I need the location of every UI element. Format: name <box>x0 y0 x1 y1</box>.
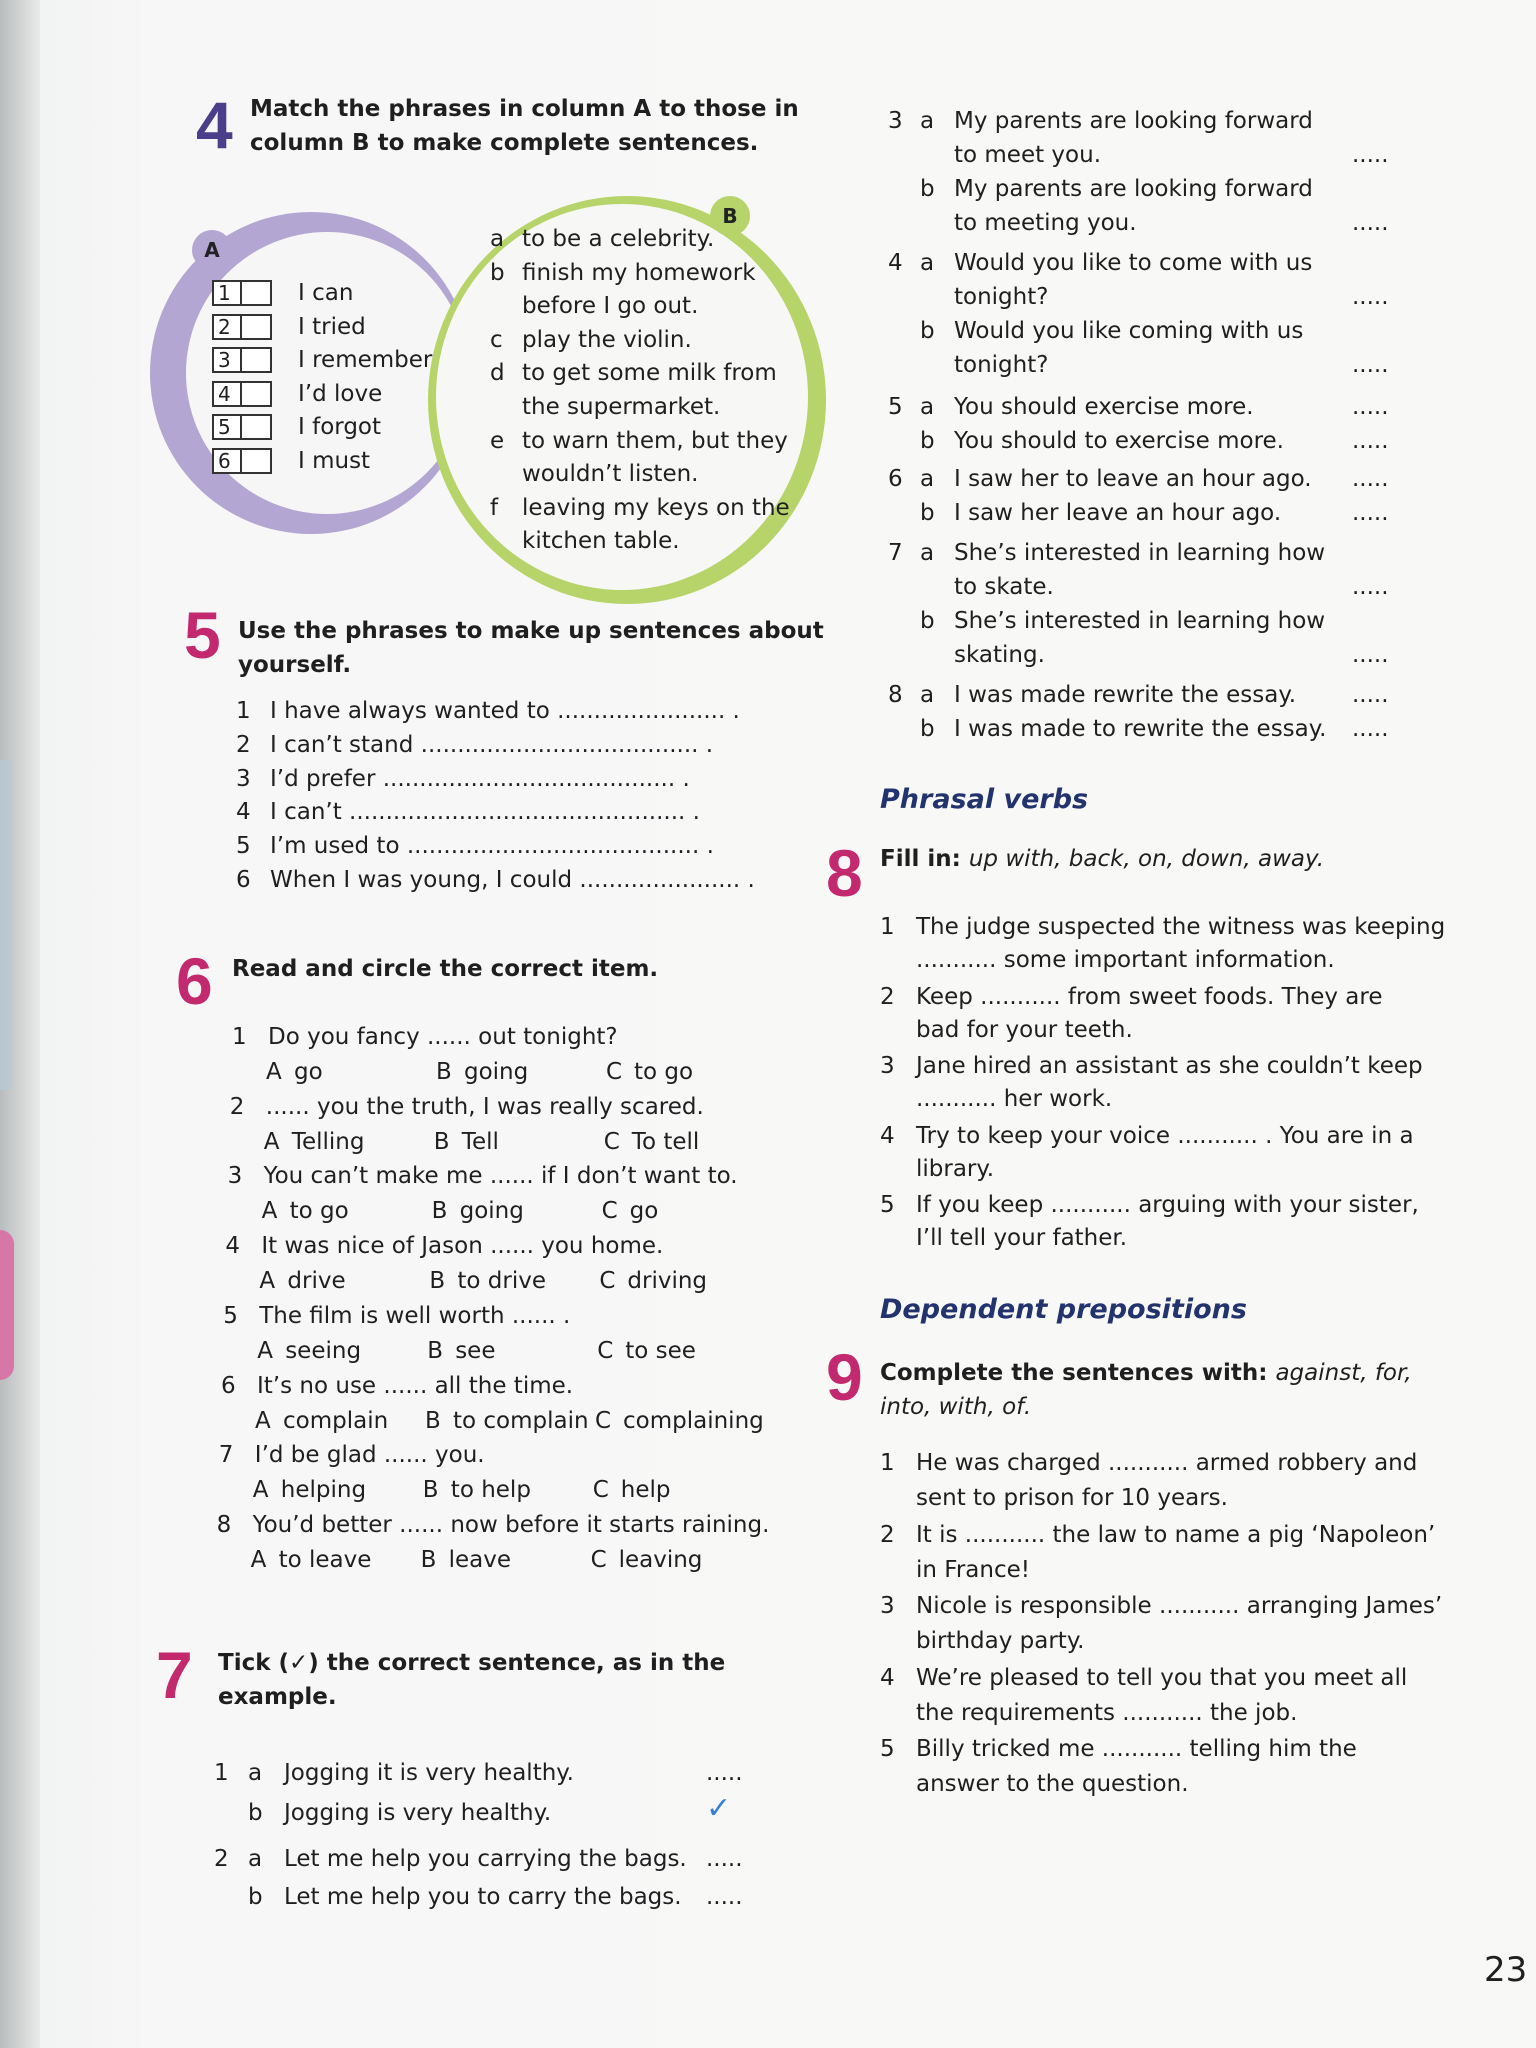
instruction-line: Match the phrases in column A to those in <box>250 96 799 122</box>
column-a-phrase: I must <box>298 447 371 474</box>
item-number: 6 <box>221 1372 236 1399</box>
option-letter-b[interactable]: B <box>433 1128 450 1155</box>
instruction-line: column B to make complete sentences. <box>250 130 759 156</box>
column-b-phrase: the supermarket. <box>522 394 721 420</box>
option-letter-c[interactable]: C <box>601 1198 618 1225</box>
option-a[interactable]: complain <box>283 1407 389 1434</box>
column-b-phrase: to warn them, but they <box>522 427 788 454</box>
option-letter-b[interactable]: B <box>425 1407 441 1434</box>
exercise-8-number: 8 <box>826 836 863 910</box>
question-text: I’d be glad ...... you. <box>254 1442 485 1469</box>
sentence-line: the requirements ........... the job. <box>916 1699 1298 1726</box>
item-number: 1 <box>236 698 251 724</box>
sentence-option: Jogging is very healthy. <box>284 1800 552 1826</box>
question-text: You’d better ...... now before it starts raining. <box>252 1511 770 1538</box>
sentence-option: Would you like coming with us <box>954 318 1304 344</box>
column-a-phrase: I can <box>298 280 354 306</box>
item-number: 1 <box>880 1450 895 1476</box>
sentence-line: Billy tricked me ........... telling him the <box>916 1736 1357 1762</box>
option-letter-c[interactable]: C <box>603 1128 620 1155</box>
sentence-line: library. <box>916 1155 995 1182</box>
option-letter: b <box>920 176 935 202</box>
item-number: 5 <box>223 1302 238 1329</box>
sentence-line: We’re pleased to tell you that you meet all <box>916 1664 1408 1691</box>
instruction-line: Use the phrases to make up sentences about <box>238 618 824 644</box>
option-letter-c[interactable]: C <box>606 1059 623 1085</box>
option-letter-c[interactable]: C <box>590 1546 607 1573</box>
item-number: 5 <box>880 1736 895 1762</box>
option-letter: a <box>248 1846 263 1872</box>
option-a[interactable]: go <box>294 1059 323 1085</box>
section-title-phrasal-verbs: Phrasal verbs <box>880 784 1089 815</box>
answer-box[interactable] <box>212 381 272 407</box>
option-letter-a[interactable]: A <box>266 1059 282 1085</box>
item-number: 2 <box>218 314 231 339</box>
option-letter-a[interactable]: A <box>252 1477 269 1504</box>
option-letter-b[interactable]: B <box>431 1198 448 1225</box>
sentence-option: tonight? <box>954 352 1049 378</box>
exercise-9-instruction <box>880 1356 1412 1424</box>
column-b-letter: b <box>490 259 505 286</box>
column-a-label: A <box>192 230 232 270</box>
option-letter: b <box>920 318 935 344</box>
option-letter: a <box>920 682 935 708</box>
sentence-line: He was charged ........... armed robbery and <box>916 1450 1418 1476</box>
option-letter: b <box>920 608 935 634</box>
column-b-phrase: finish my homework <box>522 259 756 286</box>
option-a[interactable]: to go <box>289 1198 349 1225</box>
exercise-5-number: 5 <box>184 598 221 672</box>
sentence-starter: I can’t .............................................. . <box>270 799 700 826</box>
sentence-option: I saw her leave an hour ago. <box>954 500 1282 526</box>
option-a[interactable]: helping <box>280 1477 367 1504</box>
answer-slot <box>240 349 242 373</box>
option-c[interactable]: leaving <box>618 1546 703 1573</box>
item-number: 7 <box>218 1442 234 1469</box>
instruction-line: yourself. <box>238 652 352 678</box>
sentence-line: Keep ........... from sweet foods. They are <box>916 983 1383 1010</box>
exercise-4-number: 4 <box>196 88 233 162</box>
option-letter-a[interactable]: A <box>261 1198 278 1225</box>
answer-slot <box>240 383 242 407</box>
tick-icon[interactable]: ✓ <box>706 1791 732 1826</box>
option-b[interactable]: to help <box>450 1477 531 1504</box>
sentence-option: You should exercise more. <box>954 394 1254 420</box>
item-number: 6 <box>888 466 903 492</box>
column-b-phrase: before I go out. <box>522 293 699 320</box>
column-a-phrase: I forgot <box>298 414 382 440</box>
option-b[interactable]: see <box>455 1337 496 1364</box>
sentence-option: You should to exercise more. <box>954 428 1284 454</box>
sentence-option: to meeting you. <box>954 210 1137 236</box>
item-number: 2 <box>229 1093 245 1120</box>
option-a[interactable]: seeing <box>285 1337 362 1364</box>
column-b-letter: d <box>490 360 505 387</box>
answer-slot <box>240 282 242 306</box>
question-text: It was nice of Jason ...... you home. <box>261 1233 664 1260</box>
option-letter: b <box>920 428 935 454</box>
item-number: 7 <box>888 540 903 566</box>
question-text: Do you fancy ...... out tonight? <box>268 1024 618 1050</box>
answer-slot[interactable]: ..... <box>1352 210 1389 236</box>
item-number: 3 <box>227 1163 243 1190</box>
column-b-letter: f <box>490 494 499 521</box>
column-a-phrase: I tried <box>298 313 366 340</box>
exercise-5-instruction <box>238 614 824 682</box>
sentence-line: Jane hired an assistant as she couldn’t keep <box>916 1053 1423 1079</box>
item-number: 1 <box>218 281 231 305</box>
exercise-6-instruction: Read and circle the correct item. <box>232 956 659 982</box>
item-number: 6 <box>236 867 251 893</box>
answer-slot[interactable]: ..... <box>1352 716 1389 742</box>
item-number: 3 <box>880 1053 895 1079</box>
sentence-line: The judge suspected the witness was keeping <box>916 914 1446 940</box>
answer-slot[interactable]: ..... <box>706 1884 743 1910</box>
question-text: ...... you the truth, I was really scared. <box>265 1093 704 1120</box>
option-b[interactable]: Tell <box>461 1128 499 1155</box>
option-letter-c[interactable]: C <box>592 1477 609 1504</box>
page-number: 23 <box>1484 1950 1528 1990</box>
option-letter-b[interactable]: B <box>427 1337 443 1364</box>
question-text: You can’t make me ...... if I don’t want to. <box>263 1163 738 1190</box>
answer-box[interactable] <box>212 347 272 373</box>
option-letter: a <box>920 540 935 566</box>
sentence-option: Let me help you to carry the bags. <box>284 1884 682 1910</box>
option-letter-a[interactable]: A <box>255 1407 271 1434</box>
item-number: 1 <box>232 1024 247 1050</box>
instruction-prefix: Fill in: <box>880 846 961 872</box>
section-title-dependent-prepositions: Dependent prepositions <box>880 1294 1247 1325</box>
column-b-phrase: to get some milk from <box>522 360 777 387</box>
sentence-line: bad for your teeth. <box>916 1016 1133 1043</box>
answer-slot[interactable]: ..... <box>706 1760 743 1786</box>
option-c[interactable]: driving <box>627 1268 708 1295</box>
answer-slot[interactable]: ..... <box>1352 352 1389 378</box>
column-b-phrase: to be a celebrity. <box>522 226 715 252</box>
item-number: 4 <box>218 381 231 406</box>
exercise-6-number: 6 <box>176 944 213 1018</box>
exercise-9-number: 9 <box>826 1340 863 1414</box>
answer-slot[interactable]: ..... <box>1352 574 1389 600</box>
option-c[interactable]: to go <box>634 1059 694 1085</box>
item-number: 2 <box>880 983 895 1010</box>
sentence-option: tonight? <box>954 284 1049 310</box>
answer-box[interactable] <box>212 414 272 440</box>
option-letter-b[interactable]: B <box>436 1059 452 1085</box>
instruction-prefix: Complete the sentences with: <box>880 1360 1268 1386</box>
question-text: It’s no use ...... all the time. <box>257 1372 574 1399</box>
sentence-option: My parents are looking forward <box>954 108 1313 134</box>
facing-page-tab <box>0 1230 14 1380</box>
sentence-starter: When I was young, I could ...................... . <box>270 867 755 893</box>
item-number: 3 <box>236 765 251 792</box>
option-letter-c[interactable]: C <box>597 1337 614 1364</box>
sentence-starter: I have always wanted to ....................... . <box>270 698 740 724</box>
column-b-letter: e <box>490 427 505 454</box>
option-letter-a[interactable]: A <box>250 1546 267 1573</box>
column-b-phrase: play the violin. <box>522 326 692 353</box>
item-number: 2 <box>236 731 251 758</box>
item-number: 5 <box>880 1192 895 1218</box>
option-c[interactable]: help <box>620 1477 671 1504</box>
sentence-line: in France! <box>916 1556 1030 1583</box>
option-letter: b <box>920 716 935 742</box>
item-number: 4 <box>880 1664 895 1691</box>
item-number: 3 <box>888 108 903 134</box>
column-b-phrase: kitchen table. <box>522 528 680 555</box>
option-letter: b <box>248 1800 263 1826</box>
sentence-starter: I can’t stand ...................................... . <box>270 731 714 758</box>
option-a[interactable]: to leave <box>278 1546 372 1573</box>
sentence-line: I’ll tell your father. <box>916 1225 1128 1251</box>
option-c[interactable]: To tell <box>631 1128 700 1155</box>
answer-slot[interactable]: ..... <box>1352 500 1389 526</box>
column-b-letter: c <box>490 326 503 353</box>
item-number: 8 <box>888 682 903 708</box>
option-c[interactable]: complaining <box>623 1407 764 1434</box>
option-letter-a[interactable]: A <box>259 1268 276 1295</box>
instruction-line: example. <box>218 1684 337 1710</box>
sentence-line: ........... her work. <box>916 1086 1113 1112</box>
option-letter-c[interactable]: C <box>595 1407 612 1434</box>
column-b-phrase: leaving my keys on the <box>522 494 790 521</box>
sentence-option: I was made rewrite the essay. <box>954 682 1297 708</box>
answer-box[interactable] <box>212 280 272 306</box>
option-letter: a <box>920 250 935 276</box>
item-number: 5 <box>218 415 231 439</box>
option-c[interactable]: go <box>629 1198 659 1225</box>
column-a-phrase: I remember <box>298 347 433 373</box>
answer-slot[interactable]: ..... <box>1352 284 1389 310</box>
item-number: 3 <box>218 348 231 372</box>
sentence-option: Jogging it is very healthy. <box>284 1760 574 1786</box>
sentence-starter: I’d prefer ........................................ . <box>270 765 690 792</box>
option-letter-a[interactable]: A <box>257 1337 273 1364</box>
option-b[interactable]: to complain <box>453 1407 589 1434</box>
option-letter-a[interactable]: A <box>263 1128 280 1155</box>
item-number: 3 <box>880 1593 895 1619</box>
sentence-line: birthday party. <box>916 1628 1085 1654</box>
sentence-option: She’s interested in learning how <box>954 608 1326 634</box>
item-number: 2 <box>880 1521 895 1548</box>
item-number: 8 <box>216 1511 232 1538</box>
exercise-4-instruction <box>250 92 799 160</box>
sentence-line: answer to the question. <box>916 1771 1189 1797</box>
answer-box[interactable] <box>212 314 272 340</box>
option-a[interactable]: drive <box>287 1268 346 1295</box>
question-text: The film is well worth ...... . <box>259 1302 571 1329</box>
option-letter-b[interactable]: B <box>422 1477 439 1504</box>
item-number: 4 <box>236 799 251 826</box>
sentence-option: skating. <box>954 642 1045 668</box>
column-b-letter: a <box>490 226 505 252</box>
sentence-option: Would you like to come with us <box>954 250 1313 276</box>
answer-slot[interactable]: ..... <box>1352 394 1389 420</box>
exercise-7-instruction <box>218 1646 725 1714</box>
option-c[interactable]: to see <box>625 1337 696 1364</box>
item-number: 1 <box>214 1760 229 1786</box>
option-b[interactable]: going <box>464 1059 529 1085</box>
facing-page-edge <box>0 760 12 1090</box>
item-number: 4 <box>880 1122 895 1149</box>
sentence-starter: I’m used to ........................................ . <box>270 833 714 860</box>
answer-slot <box>240 450 242 474</box>
option-b[interactable]: going <box>459 1198 524 1225</box>
sentence-line: Try to keep your voice ........... . You are in a <box>916 1122 1414 1149</box>
exercise-8-instruction <box>880 842 1324 876</box>
option-letter: a <box>920 394 935 420</box>
answer-slot[interactable]: ..... <box>1352 428 1389 454</box>
option-letter: a <box>920 108 935 134</box>
item-number: 5 <box>888 394 903 420</box>
sentence-option: to skate. <box>954 574 1054 600</box>
sentence-option: I was made to rewrite the essay. <box>954 716 1327 742</box>
answer-slot[interactable]: ..... <box>1352 642 1389 668</box>
item-number: 4 <box>888 250 903 276</box>
sentence-line: Nicole is responsible ........... arranging James’ <box>916 1593 1443 1619</box>
column-b-phrase: wouldn’t listen. <box>522 461 699 488</box>
option-letter-c[interactable]: C <box>599 1268 616 1295</box>
answer-slot <box>240 316 242 340</box>
option-letter: b <box>248 1884 263 1910</box>
answer-slot[interactable]: ..... <box>1352 142 1389 168</box>
instruction-line: Tick (✓) the correct sentence, as in the <box>218 1650 726 1676</box>
sentence-option: to meet you. <box>954 142 1102 168</box>
item-number: 6 <box>218 448 231 473</box>
option-letter: a <box>920 466 935 492</box>
item-number: 4 <box>225 1233 241 1260</box>
option-letter: b <box>920 500 935 526</box>
sentence-line: sent to prison for 10 years. <box>916 1485 1228 1511</box>
sentence-option: My parents are looking forward <box>954 176 1313 202</box>
item-number: 1 <box>880 914 895 940</box>
sentence-line: It is ........... the law to name a pig ‘Napoleon’ <box>916 1521 1436 1548</box>
answer-box[interactable] <box>212 448 272 474</box>
column-a-phrase: I’d love <box>298 380 383 407</box>
answer-slot[interactable]: ..... <box>1352 466 1389 492</box>
answer-slot[interactable]: ..... <box>1352 682 1389 708</box>
sentence-line: ........... some important information. <box>916 947 1335 973</box>
column-b-label: B <box>710 196 750 236</box>
option-letter-b[interactable]: B <box>420 1546 437 1573</box>
option-letter: a <box>248 1760 263 1786</box>
item-number: 2 <box>214 1846 229 1872</box>
option-letter-b[interactable]: B <box>429 1268 446 1295</box>
exercise-7-number: 7 <box>156 1638 193 1712</box>
answer-slot <box>240 416 242 440</box>
instruction-words: into, with, of. <box>880 1394 1032 1420</box>
option-b[interactable]: to drive <box>457 1268 546 1295</box>
sentence-option: Let me help you carrying the bags. <box>284 1846 687 1872</box>
option-a[interactable]: Telling <box>291 1128 365 1155</box>
instruction-words: against, for, <box>1275 1360 1412 1386</box>
answer-slot[interactable]: ..... <box>706 1846 743 1872</box>
instruction-words: up with, back, on, down, away. <box>968 846 1325 872</box>
sentence-option: She’s interested in learning how <box>954 540 1326 566</box>
sentence-option: I saw her to leave an hour ago. <box>954 466 1312 492</box>
option-b[interactable]: leave <box>448 1546 511 1573</box>
sentence-line: If you keep ........... arguing with your sister, <box>916 1192 1419 1218</box>
item-number: 5 <box>236 833 251 860</box>
